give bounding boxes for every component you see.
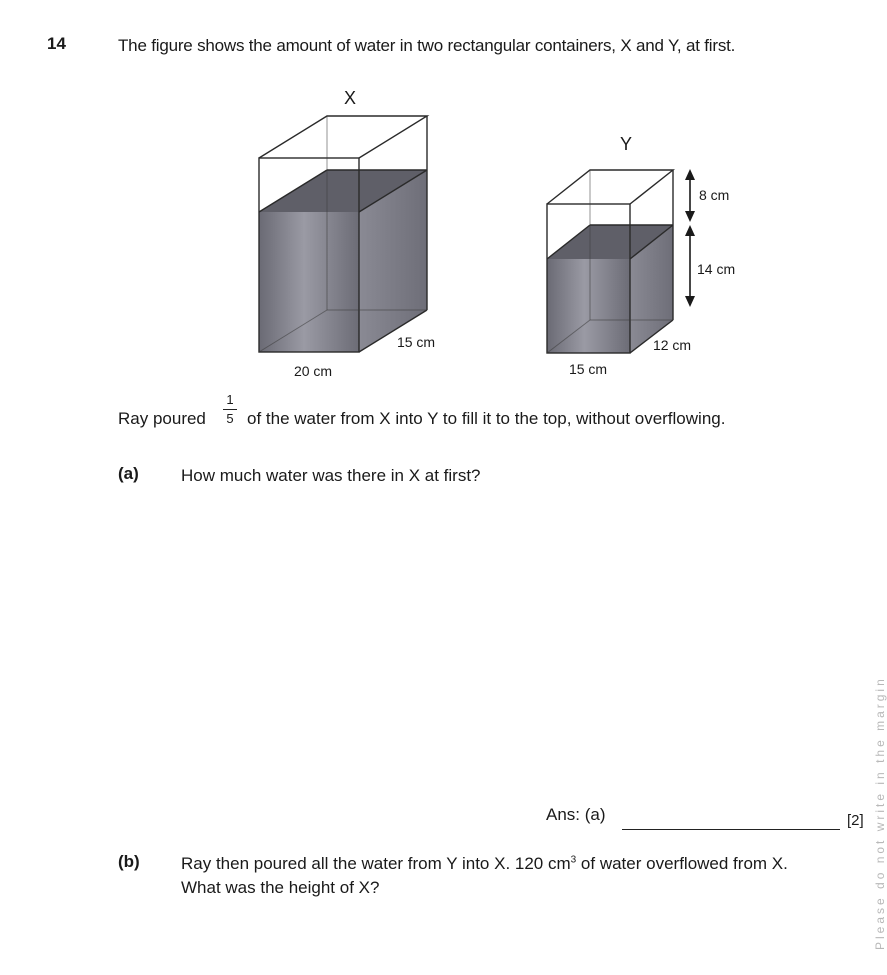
container-y-label: Y: [619, 134, 633, 154]
fraction: [223, 393, 237, 426]
container-x-label: X: [343, 88, 357, 108]
container-y-empty-height-label: 8 cm: [699, 187, 730, 203]
part-b-line2: What was the height of X?: [181, 878, 380, 897]
container-y-water-front: [547, 259, 630, 353]
answer-line[interactable]: [622, 829, 840, 830]
margin-note: Please do not write in the margin: [873, 676, 887, 950]
part-a-label: (a): [118, 464, 139, 483]
statement-before: Ray poured: [118, 409, 206, 428]
cubic-superscript: 3: [570, 854, 577, 866]
container-x-length-label: 20 cm: [293, 363, 333, 379]
marks: [2]: [847, 812, 864, 829]
statement-after: of the water from X into Y to fill it to the top, without overflowing.: [247, 409, 726, 428]
part-a-question: How much water was there in X at first?: [181, 466, 481, 485]
part-b-line1-after: of water overflowed from X.: [576, 854, 788, 873]
containers-figure: [0, 0, 887, 400]
fraction-numerator: 1: [226, 392, 234, 407]
container-x-water-front: [259, 212, 359, 352]
answer-prefix: Ans: (a): [546, 805, 606, 824]
part-b-line1-before: Ray then poured all the water from Y into X. 120 cm: [181, 854, 571, 873]
container-y-width-label: 12 cm: [652, 337, 692, 353]
part-b-label: (b): [118, 852, 140, 871]
dimension-arrows: [685, 169, 695, 307]
container-y: [547, 134, 735, 377]
question-intro: The figure shows the amount of water in two rectangular containers, X and Y, at first.: [118, 36, 736, 55]
container-x: [259, 88, 435, 379]
container-y-length-label: 15 cm: [568, 361, 608, 377]
question-number: 14: [47, 34, 66, 53]
part-b-line1: [181, 854, 788, 874]
container-y-water-height-label: 14 cm: [697, 261, 736, 277]
container-x-width-label: 15 cm: [396, 334, 436, 350]
fraction-bar: [223, 409, 237, 410]
fraction-denominator: 5: [226, 411, 234, 426]
